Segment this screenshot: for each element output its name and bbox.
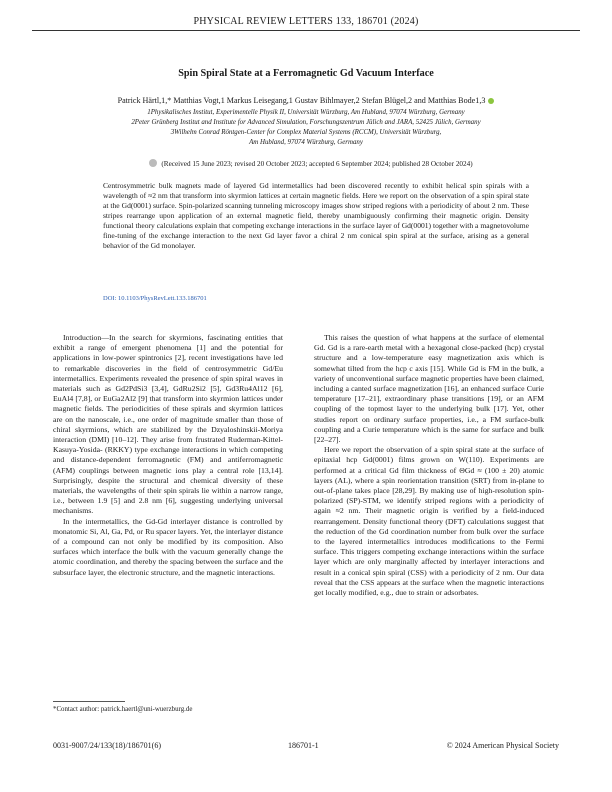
right-column	[314, 333, 544, 598]
paragraph: This raises the question of what happens at the surface of elemental Gd. Gd is a rare-earth metal with a hexagonal close-packed (hcp) crystal structure and a low-temperature easy magnetization axis which is somewhat tilted from the hcp c axis [15]. While Gd is FM in the bulk, a variety of unconventional surface magnetic properties have been claimed, including a canted surface magnetization [16], an enhanced surface Curie temperature [17–21], extraordinary phase transitions [19], or an AFM coupling of the topmost layer to the underlying bulk [17]. Yet, other studies report on ordinary surface properties, i.e., a FM surface-bulk coupling and a Curie temperature which is the same for surface and bulk [22–27].	[314, 333, 544, 445]
left-column	[53, 333, 283, 578]
paragraph: Introduction—In the search for skyrmions, fascinating entities that exhibit a range of emergent phenomena [1] and the potential for applications in low-power spintronics [2], recent investigations have led to remarkable discoveries in the field of centrosymmetric Gd/Eu intermetallics. Experiments revealed the presence of spin spiral waves in materials such as Gd2PdSi3 [3,4], GdRu2Si2 [5], Gd3Ru4Al12 [6], EuAl4 [7,8], or EuGa2Al2 [9] that transform into skyrmion lattices under magnetic fields. The periodicities of these spirals and skyrmion lattices are on the nanoscale, i.e., one order of magnitude smaller than those of chiral skyrmions, which are stabilized by the Dzyaloshinskii-Moriya interaction (DMI) [10–12]. They arise from frustrated Ruderman-Kittel-Kasuya-Yosida- (RKKY) type exchange interactions in which competing and distance-dependent ferromagnetic (FM) and antiferromagnetic (AFM) couplings between magnetic ions play a central role [13,14]. Surprisingly, despite the structural and chemical diversity of these materials, the wavelengths of their spin spirals lie within a narrow range, i.e., between 1.9 [5] and 2.8 nm [6], suggesting underlying universal mechanisms.	[53, 333, 283, 516]
affiliation-3-cont: Am Hubland, 97074 Würzburg, Germany	[249, 139, 363, 147]
footer-copyright: © 2024 American Physical Society	[446, 741, 559, 750]
paper-title: Spin Spiral State at a Ferromagnetic Gd Vacuum Interface	[178, 68, 434, 79]
doi-link[interactable]: DOI: 10.1103/PhysRevLett.133.186701	[103, 295, 207, 302]
check-for-updates-icon[interactable]	[149, 159, 157, 167]
received-text: (Received 15 June 2023; revised 20 October 2023; accepted 6 September 2024; published 28 October 2024)	[161, 160, 473, 168]
footnote: *Contact author: patrick.haertl@uni-wuerzburg.de	[53, 706, 193, 713]
paragraph: In the intermetallics, the Gd-Gd interlayer distance is controlled by monatomic Si, Al, Ga, Pd, or Ru spacer layers. Yet, the interlayer distance of a compound can not only be modified by its composition. Also surfaces which interface the bulk with the vacuum generally change the atomic coordination, and thereby the spacing between the surface and the subsurface layer, the electronic structure, and the magnetic interactions.	[53, 516, 283, 577]
footer-issn: 0031-9007/24/133(18)/186701(6)	[53, 741, 161, 750]
author-list	[38, 96, 574, 105]
abstract: Centrosymmetric bulk magnets made of layered Gd intermetallics had been discovered recently to exhibit helical spin spirals with a wavelength of ≈2 nm that transform into skyrmion lattices at certain magnetic fields. Here we report on the observation of a spin spiral state at the Gd(0001) surface. Spin-polarized scanning tunneling microscopy images show striped regions with a periodicity of about 2 nm. These stripes rearrange upon application of an external magnetic field, thereby unambiguously confirming their magnetic origin. Density functional theory calculations explain that competing exchange interactions in the surface layer of Gd(0001) together with a magnetovolume fine-tuning of the exchange interaction to the next Gd layer favor a chiral 2 nm conical spin spiral at the surface, arising as a general behavior of the Gd monolayer.	[103, 181, 529, 251]
affiliation-2: 2Peter Grünberg Institut and Institute for Advanced Simulation, Forschungszentrum Jülich and JARA, 52425 Jülich, Germany	[131, 119, 481, 127]
paragraph: Here we report the observation of a spin spiral state at the surface of epitaxial hcp Gd(0001) films grown on W(110). Experiments are performed at a critical Gd film thickness of ΘGd ≈ (100 ± 20) atomic layers (AL), where a spin reorientation transition (SRT) from in-plane to out-of-plane takes place [28,29]. By making use of high-resolution spin-polarized (SP)-STM, we identify striped regions with a periodicity of again ≈2 nm. Their magnetic origin is verified by a field-induced rearrangement. Density functional theory (DFT) calculations suggest that the reduction of the Gd coordination number from bulk over the surface to the layered intermetallics introduces modifications to the Fermi surface. This triggers competing exchange interactions within the surface layer which are only marginally affected by interlayer interactions and result in a conical spin spiral (CSS) with a periodicity of 2 nm. Our data reveal that the CSS appears at the surface when the magnetic interactions get locally modified, e.g., due to strain or adsorbates.	[314, 445, 544, 598]
footnote-rule	[53, 701, 125, 702]
affiliation-3: 3Wilhelm Conrad Röntgen-Center for Complex Material Systems (RCCM), Universität Würzburg,	[170, 129, 442, 137]
doi	[103, 295, 207, 302]
received-dates	[80, 159, 542, 168]
journal-header: PHYSICAL REVIEW LETTERS 133, 186701 (2024)	[193, 16, 419, 27]
footer-page-number: 186701-1	[288, 741, 319, 750]
header-rule	[32, 30, 580, 31]
affiliation-1: 1Physikalisches Institut, Experimentelle Physik II, Universität Würzburg, Am Hubland, 97074 Würzburg, Germany	[147, 109, 465, 116]
author-names: Patrick Härtl,1,* Matthias Vogt,1 Markus Leisegang,1 Gustav Bihlmayer,2 Stefan Blügel,2 and Matthias Bode1,3	[117, 96, 486, 105]
orcid-icon[interactable]	[488, 98, 494, 104]
affiliations	[50, 108, 562, 148]
